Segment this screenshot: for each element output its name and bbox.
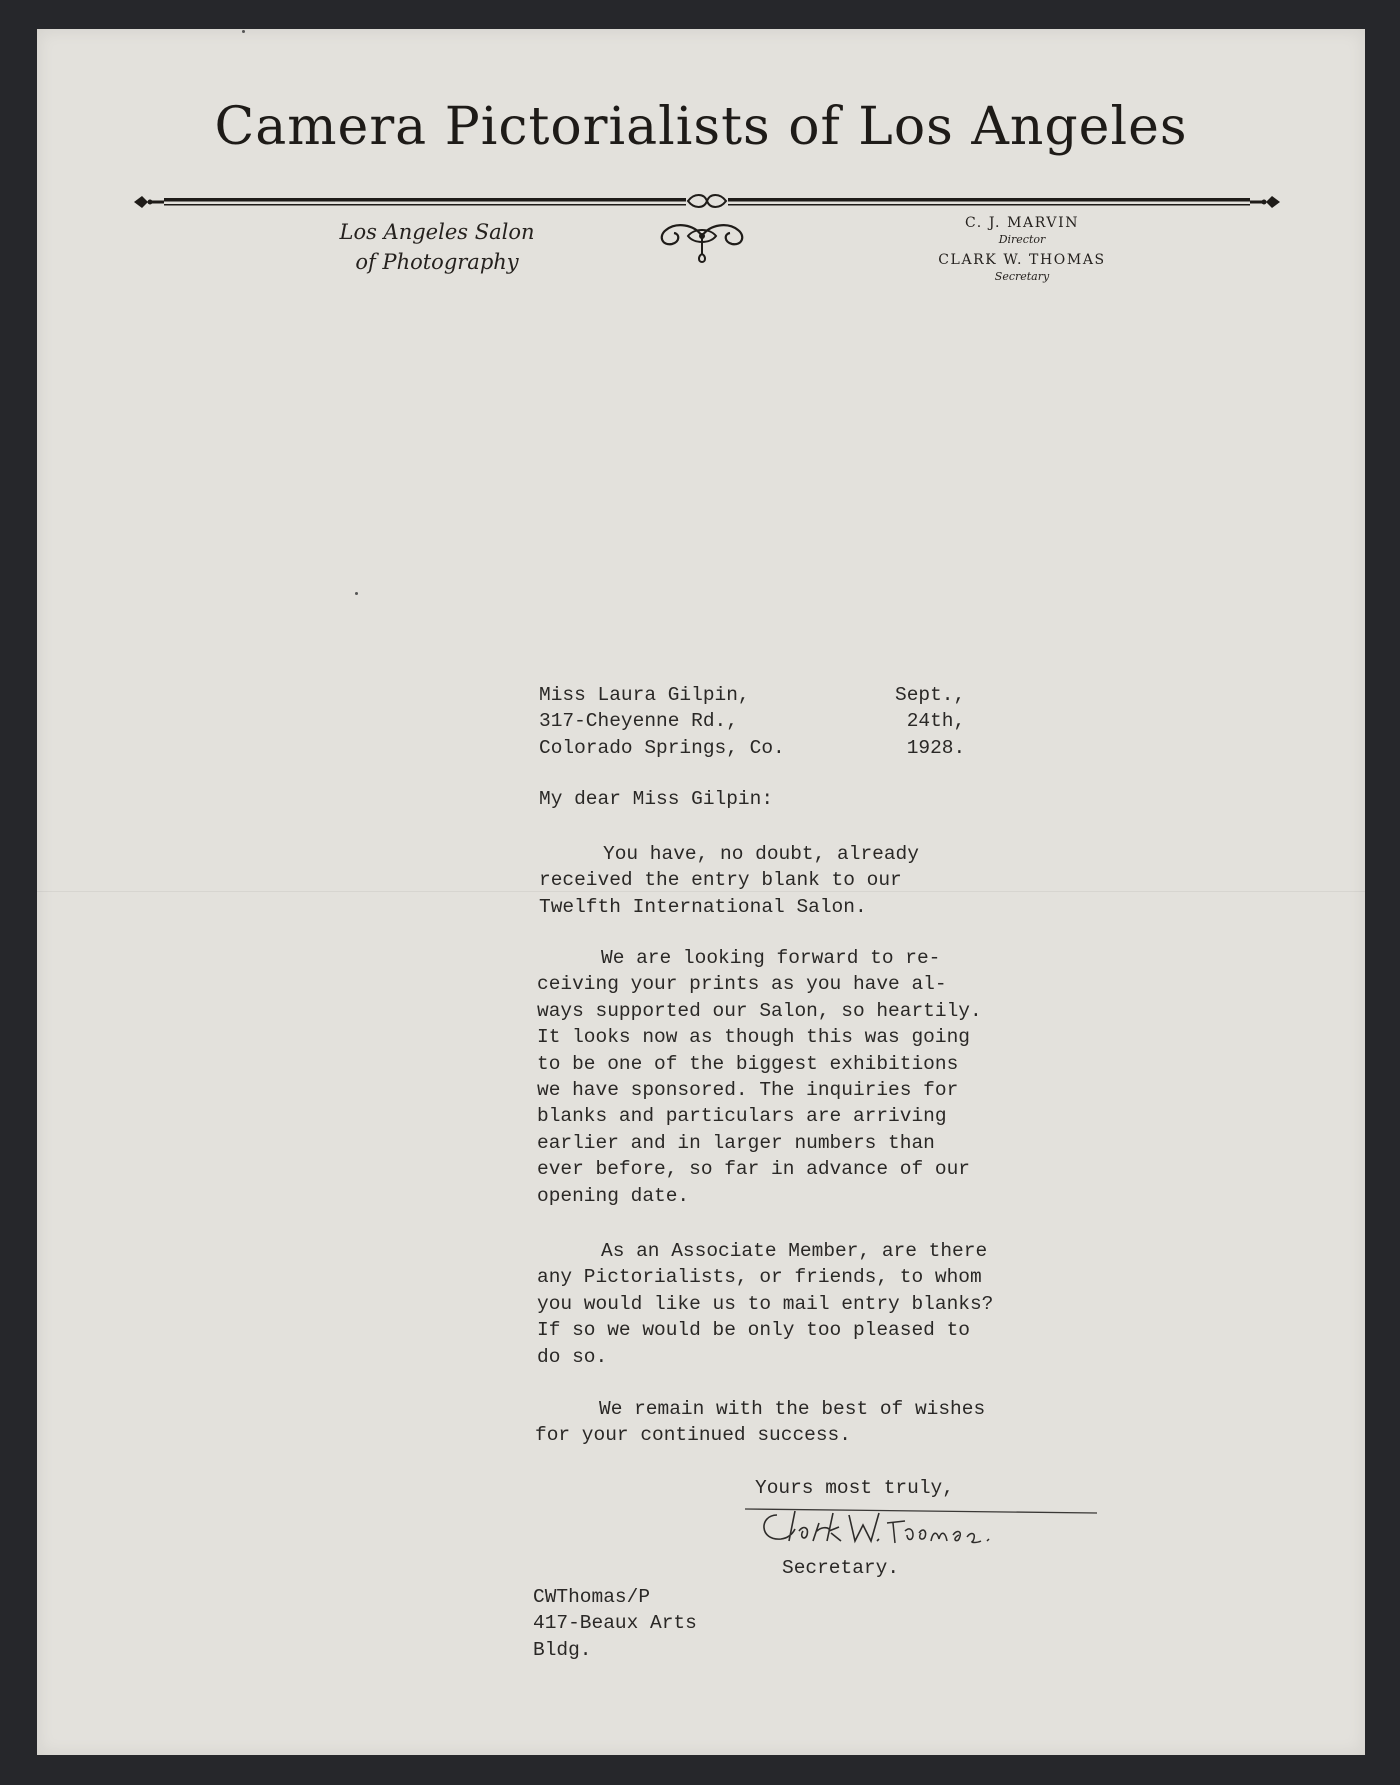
paragraph-line: any Pictorialists, or friends, to whom [537, 1266, 982, 1289]
officer-director-title: Director [998, 233, 1046, 246]
letter-date [895, 682, 965, 761]
paragraph-line: If so we would be only too pleased to [537, 1319, 970, 1342]
paragraph-line: for your continued success. [535, 1424, 851, 1447]
date-line: Sept., [895, 684, 966, 706]
paragraph-line: It looks now as though this was going [537, 1026, 970, 1049]
paragraph-line: earlier and in larger numbers than [537, 1131, 935, 1154]
paragraph-line: ceiving your prints as you have al- [537, 973, 947, 996]
paragraph-line: We are looking forward to re- [601, 947, 941, 969]
reference-line: Bldg. [533, 1638, 592, 1661]
salutation: My dear Miss Gilpin: [539, 788, 774, 810]
paragraph-line: You have, no doubt, already [603, 843, 919, 865]
officer-secretary-name: CLARK W. THOMAS [938, 252, 1106, 268]
date-line: 1928. [906, 736, 966, 759]
signer-title: Secretary. [782, 1557, 900, 1579]
date-line: 24th, [906, 710, 966, 733]
body-paragraph-4 [535, 1396, 1055, 1449]
paragraph-line: We remain with the best of wishes [599, 1398, 986, 1420]
paper-speck [355, 592, 358, 595]
paragraph-line: ever before, so far in advance of our [537, 1158, 970, 1181]
letterhead-salon [307, 217, 567, 277]
paragraph-line: you would like us to mail entry blanks? [537, 1292, 994, 1315]
reference-line: CWThomas/P [533, 1586, 651, 1608]
letterhead-organization: Camera Pictorialists of Los Angeles [214, 97, 1188, 157]
paper-speck [242, 30, 245, 33]
paragraph-line: Twelfth International Salon. [539, 895, 867, 918]
letterhead-officers [897, 213, 1147, 287]
body-paragraph-2 [537, 945, 1057, 1209]
officer-director-name: C. J. MARVIN [964, 215, 1080, 231]
reference-initials [533, 1584, 697, 1663]
paragraph-line: to be one of the biggest exhibitions [537, 1052, 959, 1075]
paragraph-line: do so. [537, 1345, 608, 1368]
paragraph-line: ways supported our Salon, so heartily. [537, 999, 982, 1022]
paragraph-line: received the entry blank to our [539, 869, 902, 892]
paragraph-line: we have sponsored. The inquiries for [537, 1079, 959, 1102]
recipient-line: Miss Laura Gilpin, [539, 684, 750, 706]
officer-secretary-title: Secretary [994, 270, 1050, 283]
recipient-line: 317-Cheyenne Rd., [539, 710, 738, 733]
body-paragraph-1 [539, 841, 1059, 920]
paragraph-line: As an Associate Member, are there [601, 1240, 988, 1262]
letter-page [37, 29, 1365, 1755]
closing: Yours most truly, [755, 1477, 954, 1499]
scroll-ornament-icon [654, 214, 750, 271]
recipient-address [539, 682, 785, 761]
body-paragraph-3 [537, 1238, 1057, 1370]
reference-line: 417-Beaux Arts [533, 1612, 697, 1635]
salon-line-1: Los Angeles Salon [339, 220, 535, 244]
recipient-line: Colorado Springs, Co. [539, 736, 785, 759]
paragraph-line: opening date. [537, 1184, 690, 1207]
paragraph-line: blanks and particulars are arriving [537, 1105, 947, 1128]
salon-line-2: of Photography [355, 250, 519, 274]
